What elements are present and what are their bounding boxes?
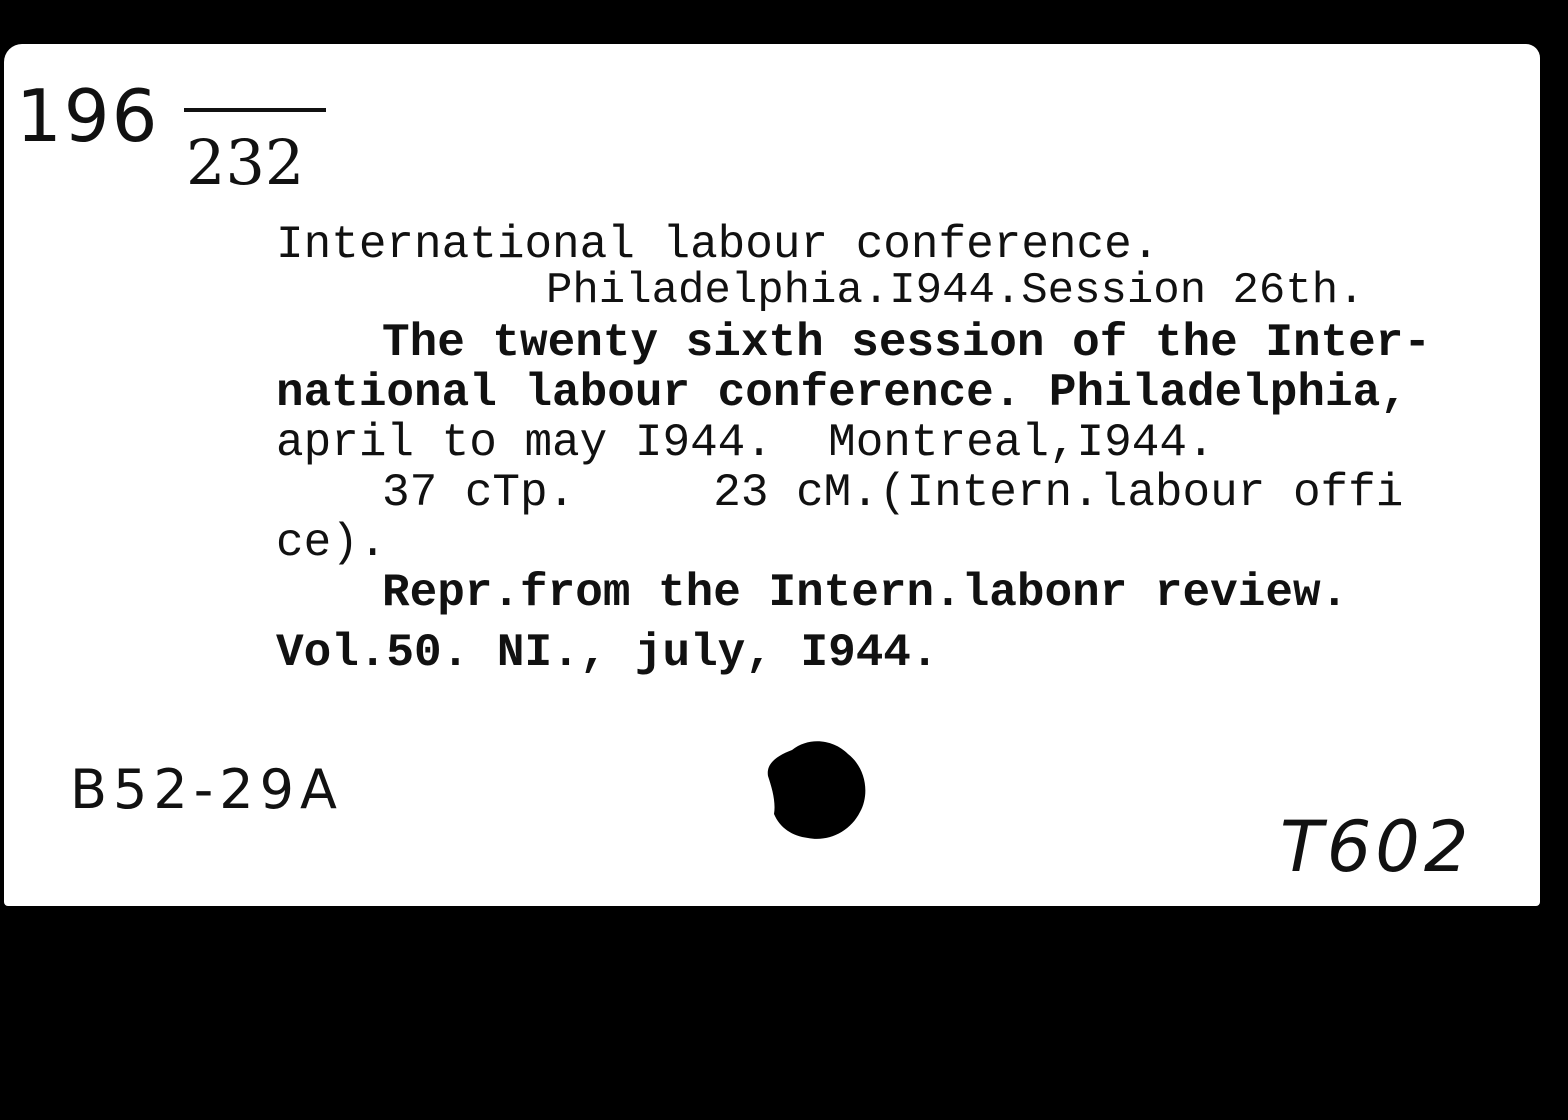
title-line-2: national labour conference. Philadelphia, <box>276 367 1408 419</box>
fraction-bar <box>184 108 326 112</box>
call-number-top: 196 <box>16 74 160 158</box>
catalog-card <box>4 44 1540 906</box>
note-line-2: Vol.50. NI., july, I944. <box>276 627 939 679</box>
call-number-bottom: 232 <box>186 126 305 199</box>
subheading-line: Philadelphia.I944.Session 26th. <box>546 266 1365 316</box>
title-line-1: The twenty sixth session of the Inter- <box>382 317 1431 369</box>
collation-continued-line: ce). <box>276 517 387 569</box>
punch-hole <box>762 736 870 844</box>
footer-left-annotation: B52-29A <box>70 758 343 821</box>
footer-right-annotation: T602 <box>1280 806 1473 888</box>
collation-line: 37 cTp. 23 cM.(Intern.labour offi <box>382 467 1404 519</box>
heading-line: International labour conference. <box>276 219 1160 271</box>
note-line-1: Repr.from the Intern.labonr review. <box>382 567 1349 619</box>
imprint-line: april to may I944. Montreal,I944. <box>276 417 1215 469</box>
